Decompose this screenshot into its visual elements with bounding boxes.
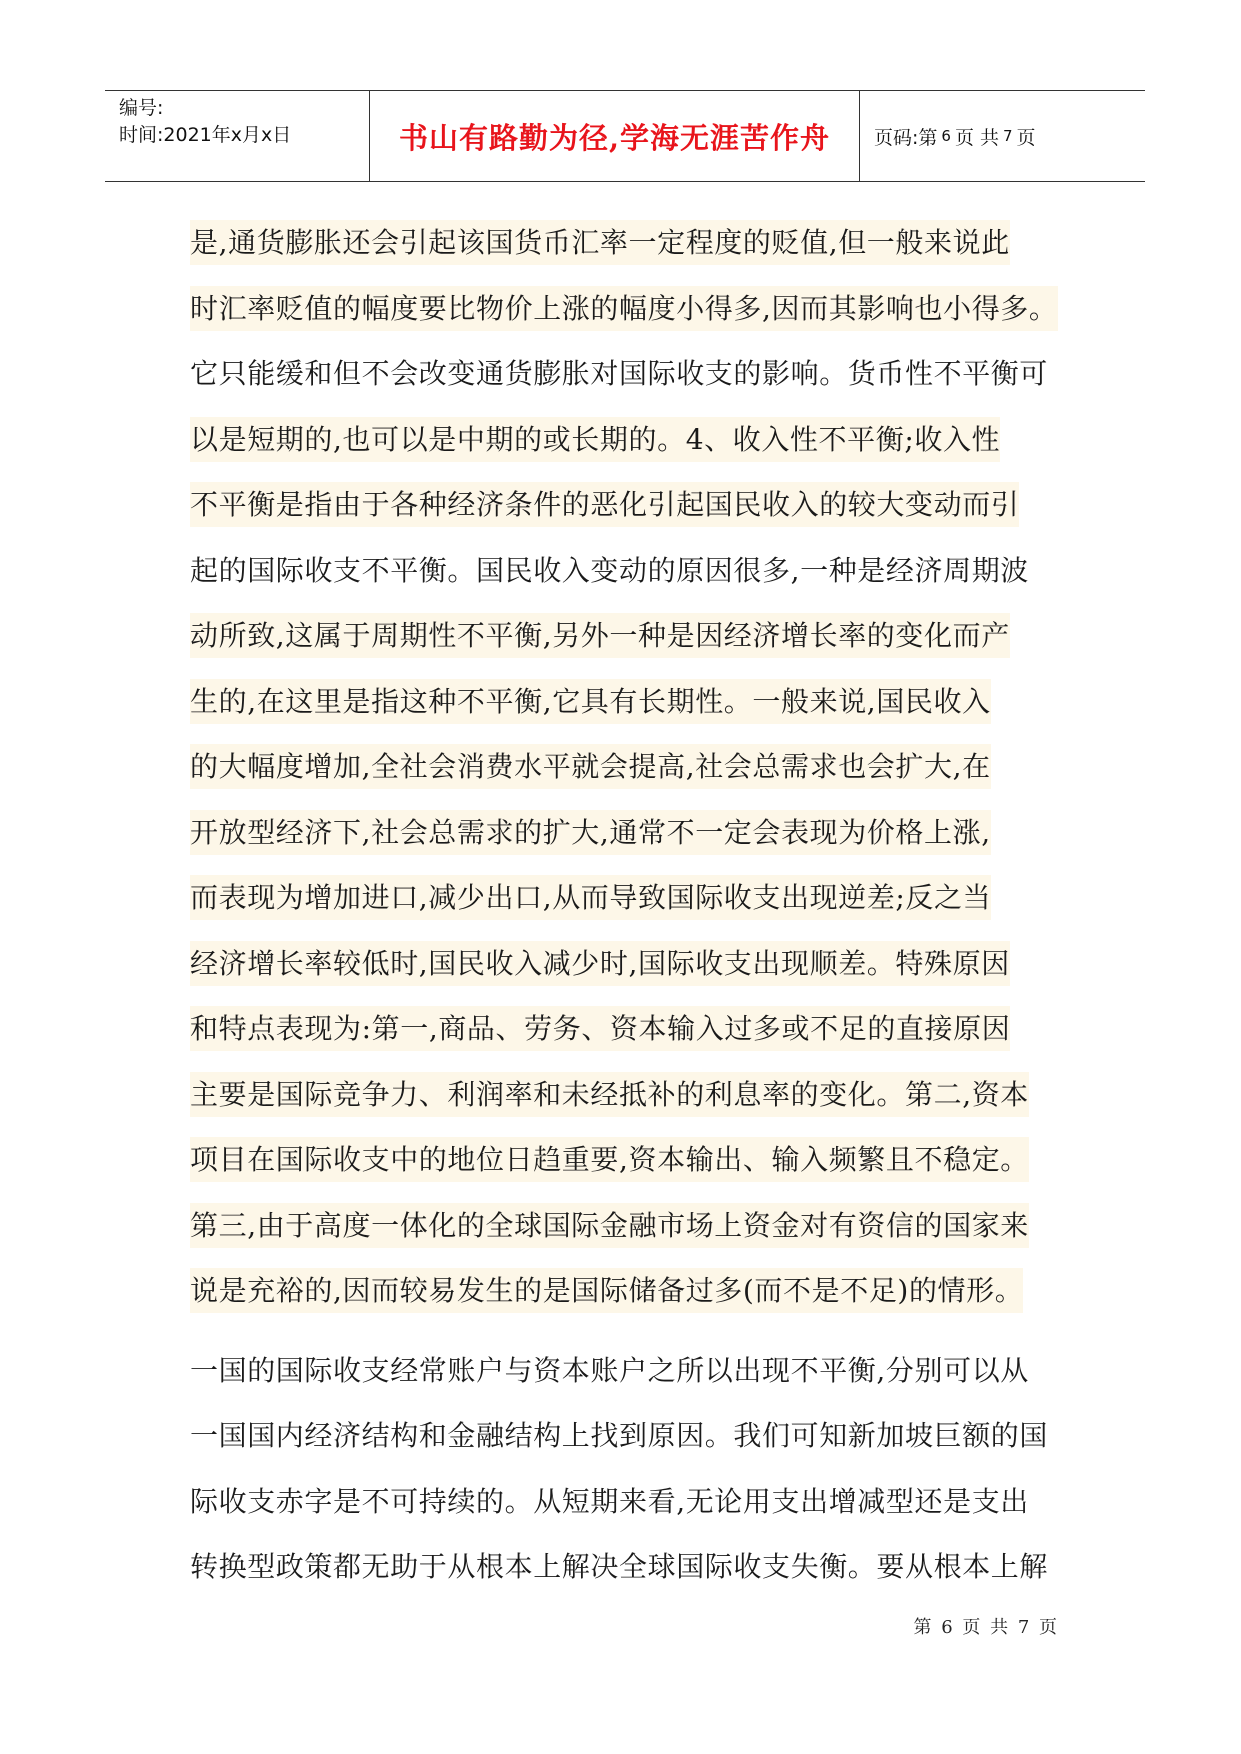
text-line-content: 一国国内经济结构和金融结构上找到原因。我们可知新加坡巨额的国: [190, 1419, 1049, 1452]
text-line-content: 起的国际收支不平衡。国民收入变动的原因很多,一种是经济周期波: [190, 553, 1029, 587]
text-line-content: 转换型政策都无助于从根本上解决全球国际收支失衡。要从根本上解: [190, 1550, 1049, 1583]
text-line-content: 主要是国际竞争力、利润率和未经抵补的利息率的变化。第二,资本: [190, 1072, 1029, 1117]
text-line: [190, 1403, 1090, 1469]
text-line: [190, 1127, 1090, 1193]
header-motto-cell: [370, 91, 860, 181]
text-line: [190, 1534, 1090, 1600]
page-total-number: 7: [1003, 127, 1013, 145]
text-line-content: 第三,由于高度一体化的全球国际金融市场上资金对有资信的国家来: [190, 1203, 1029, 1248]
text-line-content: 生的,在这里是指这种不平衡,它具有长期性。一般来说,国民收入: [190, 679, 991, 724]
text-line: [190, 407, 1090, 473]
text-line: [190, 800, 1090, 866]
paragraph-1: [190, 210, 1090, 1324]
header-page-cell: [860, 91, 1145, 181]
document-body: [190, 210, 1090, 1600]
document-number-label: 编号:: [119, 97, 164, 119]
text-line-content: 而表现为增加进口,减少出口,从而导致国际收支出现逆差;反之当: [190, 875, 991, 920]
text-line-content: 说是充裕的,因而较易发生的是国际储备过多(而不是不足)的情形。: [190, 1268, 1023, 1313]
text-line: [190, 865, 1090, 931]
text-line: [190, 1062, 1090, 1128]
page-mid: 页 共: [954, 126, 999, 149]
page-prefix: 页码:第: [874, 126, 938, 149]
text-line: [190, 1258, 1090, 1324]
text-line-content: 是,通货膨胀还会引起该国货币汇率一定程度的贬值,但一般来说此: [190, 220, 1010, 265]
text-line: [190, 669, 1090, 735]
text-line: [190, 276, 1090, 342]
text-line-content: 和特点表现为:第一,商品、劳务、资本输入过多或不足的直接原因: [190, 1006, 1010, 1051]
text-line: [190, 603, 1090, 669]
text-line: [190, 996, 1090, 1062]
text-line: [190, 538, 1090, 604]
text-line-content: 动所致,这属于周期性不平衡,另外一种是因经济增长率的变化而产: [190, 613, 1010, 658]
text-line: [190, 341, 1090, 407]
text-line: [190, 1469, 1090, 1535]
text-line-content: 时汇率贬值的幅度要比物价上涨的幅度小得多,因而其影响也小得多。: [190, 286, 1058, 331]
document-time-label: 时间:2021年x月x日: [119, 124, 292, 146]
document-header: [105, 90, 1145, 182]
text-line: [190, 1193, 1090, 1259]
page-footer: 第 6 页 共 7 页: [913, 1617, 1059, 1638]
text-line: [190, 1338, 1090, 1404]
text-line-content: 一国的国际收支经常账户与资本账户之所以出现不平衡,分别可以从: [190, 1353, 1029, 1387]
paragraph-gap: [190, 1324, 1090, 1338]
text-line-content: 不平衡是指由于各种经济条件的恶化引起国民收入的较大变动而引: [190, 482, 1019, 527]
text-line-content: 它只能缓和但不会改变通货膨胀对国际收支的影响。货币性不平衡可: [190, 357, 1049, 390]
header-meta-cell: [105, 91, 370, 181]
text-line-content: 经济增长率较低时,国民收入减少时,国际收支出现顺差。特殊原因: [190, 941, 1010, 986]
header-motto: 书山有路勤为径,学海无涯苦作舟: [398, 120, 831, 155]
page-current-number: 6: [941, 127, 951, 145]
text-line: [190, 210, 1090, 276]
text-line-content: 以是短期的,也可以是中期的或长期的。4、收入性不平衡;收入性: [190, 417, 1000, 462]
text-line: [190, 472, 1090, 538]
page-suffix: 页: [1016, 126, 1036, 149]
text-line: [190, 931, 1090, 997]
text-line-content: 项目在国际收支中的地位日趋重要,资本输出、输入频繁且不稳定。: [190, 1137, 1029, 1182]
text-line-content: 际收支赤字是不可持续的。从短期来看,无论用支出增减型还是支出: [190, 1484, 1029, 1518]
text-line: [190, 734, 1090, 800]
text-line-content: 开放型经济下,社会总需求的扩大,通常不一定会表现为价格上涨,: [190, 810, 991, 855]
paragraph-2: [190, 1338, 1090, 1600]
text-line-content: 的大幅度增加,全社会消费水平就会提高,社会总需求也会扩大,在: [190, 744, 991, 789]
